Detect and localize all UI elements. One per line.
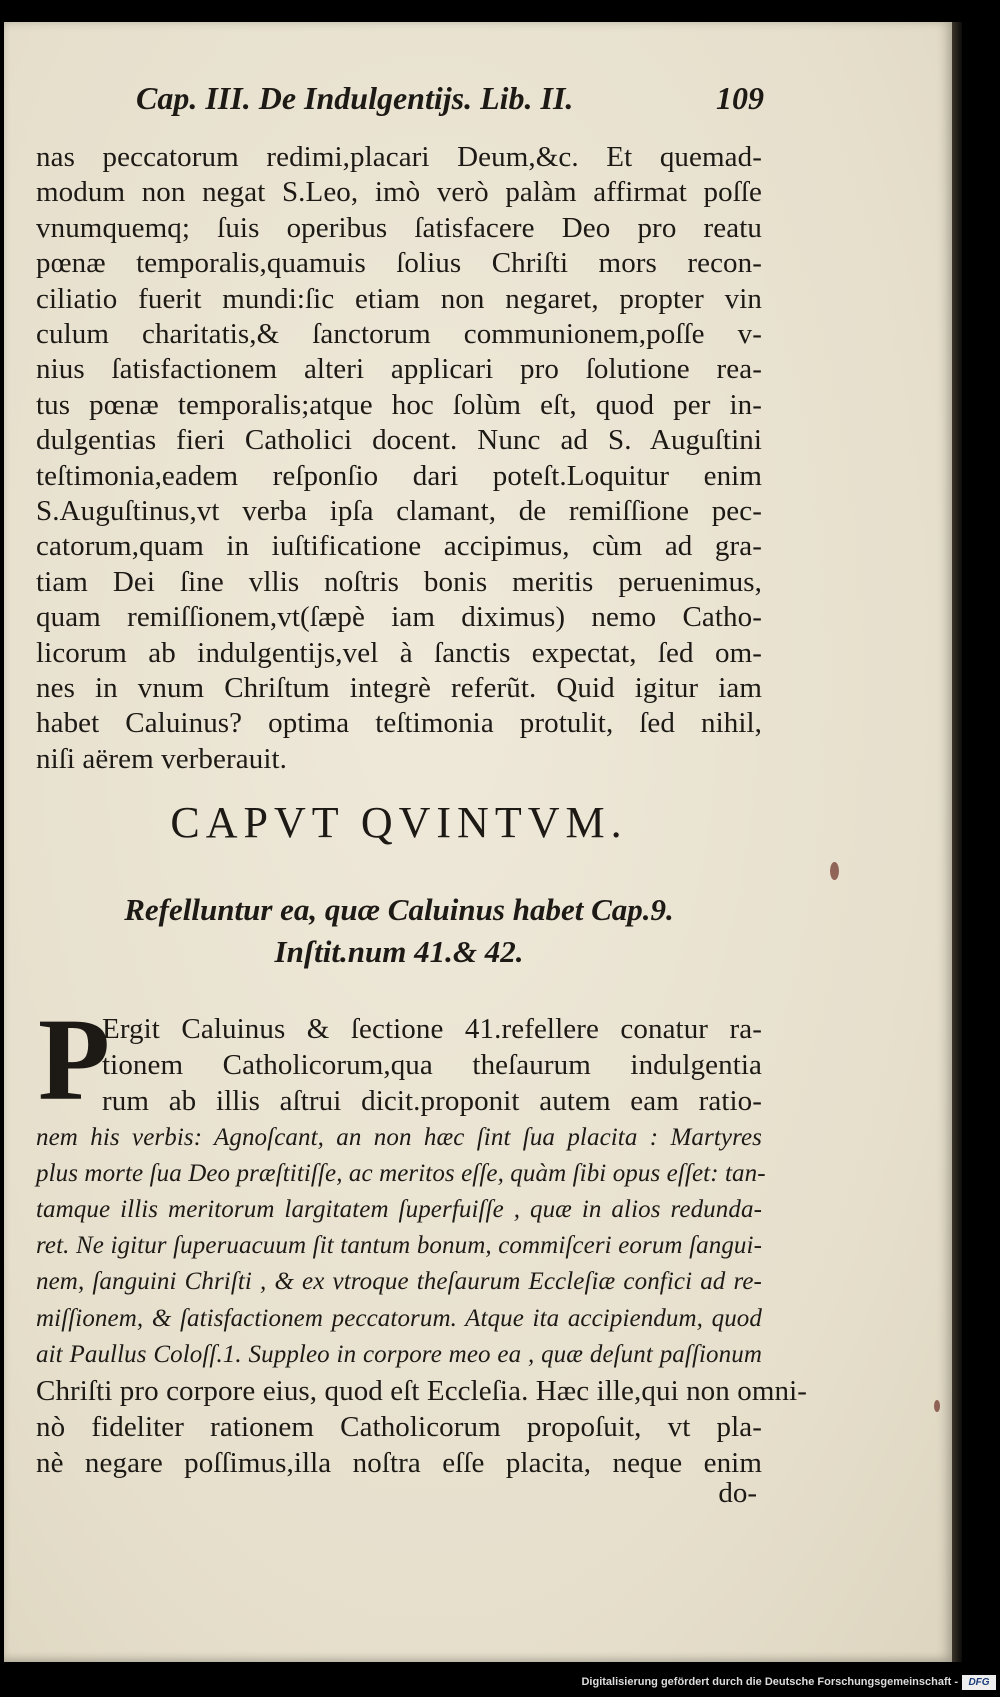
text-line: nas peccatorum redimi,placari Deum,&c. Et quemad-	[36, 141, 762, 173]
text-line: rum ab illis aſtrui dicit.proponit autem eam ratio-	[102, 1085, 762, 1118]
footer-credit: Digitalisierung gefördert durch die Deutsche Forschungsgemeinschaft -	[581, 1676, 958, 1688]
text-line: teſtimonia,eadem reſponſio dari poteſt.Loquitur enim	[36, 459, 762, 492]
text-line: nè negare poſſimus,illa noſtra eſſe placita, neque enim	[36, 1447, 762, 1480]
text-line: nes in vnum Chriſtum integrè referũt. Quid igitur iam	[36, 672, 762, 704]
book-page	[4, 22, 952, 1662]
text-line: modum non negat S.Leo, imò verò palàm affirmat poſſe	[36, 176, 762, 209]
quoted-text-line: plus morte ſua Deo præſtitiſſe, ac meritos eſſe, quàm ſibi opus eſſet: tan-	[36, 1159, 766, 1187]
dfg-logo-icon: DFG	[962, 1675, 996, 1690]
text-line: tionem Catholicorum,qua theſaurum indulgentia	[102, 1049, 762, 1082]
running-head-title: Cap. III. De Indulgentijs. Lib. II.	[136, 80, 574, 116]
text-line: licorum ab indulgentijs,vel à ſanctis expectat, ſed om-	[36, 636, 762, 669]
quoted-text-line: ait Paullus Coloſſ.1. Suppleo in corpore meo ea , quæ deſunt paſſionum	[36, 1340, 762, 1368]
quoted-text-line: nem his verbis: Agnoſcant, an non hæc ſint ſua placita : Martyres	[36, 1123, 762, 1151]
page-number: 109	[716, 80, 764, 116]
page-edge-shadow	[952, 22, 962, 1662]
text-line: vnumquemq; ſuis operibus ſatisfacere Deo pro reatu	[36, 211, 762, 244]
text-line: culum charitatis,& ſanctorum communionem,poſſe v-	[36, 318, 762, 350]
chapter-subtitle-line-2: Inſtit.num 41.& 42.	[274, 934, 524, 969]
chapter-title: CAPVT QVINTVM.	[170, 798, 628, 847]
text-line: nò fideliter rationem Catholicorum propoſuit, vt pla-	[36, 1411, 762, 1444]
quoted-text-line: tamque illis meritorum largitatem ſuperfuiſſe , quæ in alios redunda-	[36, 1196, 762, 1223]
running-head	[104, 80, 762, 130]
text-line: pœnæ temporalis,quamuis ſolius Chriſti mors recon-	[36, 247, 762, 280]
text-line: habet Caluinus? optima teſtimonia protulit, ſed nihil,	[36, 707, 762, 740]
text-line: Ergit Caluinus & ſectione 41.refellere conatur ra-	[102, 1013, 762, 1045]
chapter-subtitle-line-1: Refelluntur ea, quæ Caluinus habet Cap.9.	[124, 892, 674, 927]
text-line: catorum,quam in iuſtificatione accipimus, cùm ad gra-	[36, 530, 762, 563]
ink-blot	[830, 862, 839, 880]
quoted-text-line: nem, ſanguini Chriſti , & ex vtroque theſaurum Eccleſiæ confici ad re-	[36, 1268, 762, 1296]
ink-blot	[934, 1400, 940, 1412]
catchword: do-	[718, 1477, 757, 1509]
text-line: nius ſatisfactionem alteri applicari pro ſolutione rea-	[36, 353, 762, 386]
text-line: Chriſti pro corpore eius, quod eſt Eccleſia. Hæc ille,qui non omni-	[36, 1375, 807, 1407]
text-line: dulgentias fieri Catholici docent. Nunc ad S. Auguſtini	[36, 424, 762, 457]
quoted-text-line: miſſionem, & ſatisfactionem peccatorum. Atque ita accipiendum, quod	[36, 1304, 762, 1332]
quoted-text-line: ret. Ne igitur ſuperuacuum ſit tantum bonum, commiſceri eorum ſangui-	[36, 1232, 762, 1260]
drop-cap: P	[38, 994, 111, 1125]
text-line: S.Auguſtinus,vt verba ipſa clamant, de remiſſione pec-	[36, 495, 762, 527]
text-line: niſi aërem verberauit.	[36, 742, 287, 775]
text-line: quam remiſſionem,vt(ſæpè iam diximus) nemo Catho-	[36, 601, 762, 634]
text-line: tus pœnæ temporalis;atque hoc ſolùm eſt, quod per in-	[36, 388, 762, 421]
text-line: tiam Dei ſine vllis noſtris bonis meritis peruenimus,	[36, 565, 762, 598]
text-line: ciliatio fuerit mundi:ſic etiam non negaret, propter vin	[36, 282, 762, 315]
